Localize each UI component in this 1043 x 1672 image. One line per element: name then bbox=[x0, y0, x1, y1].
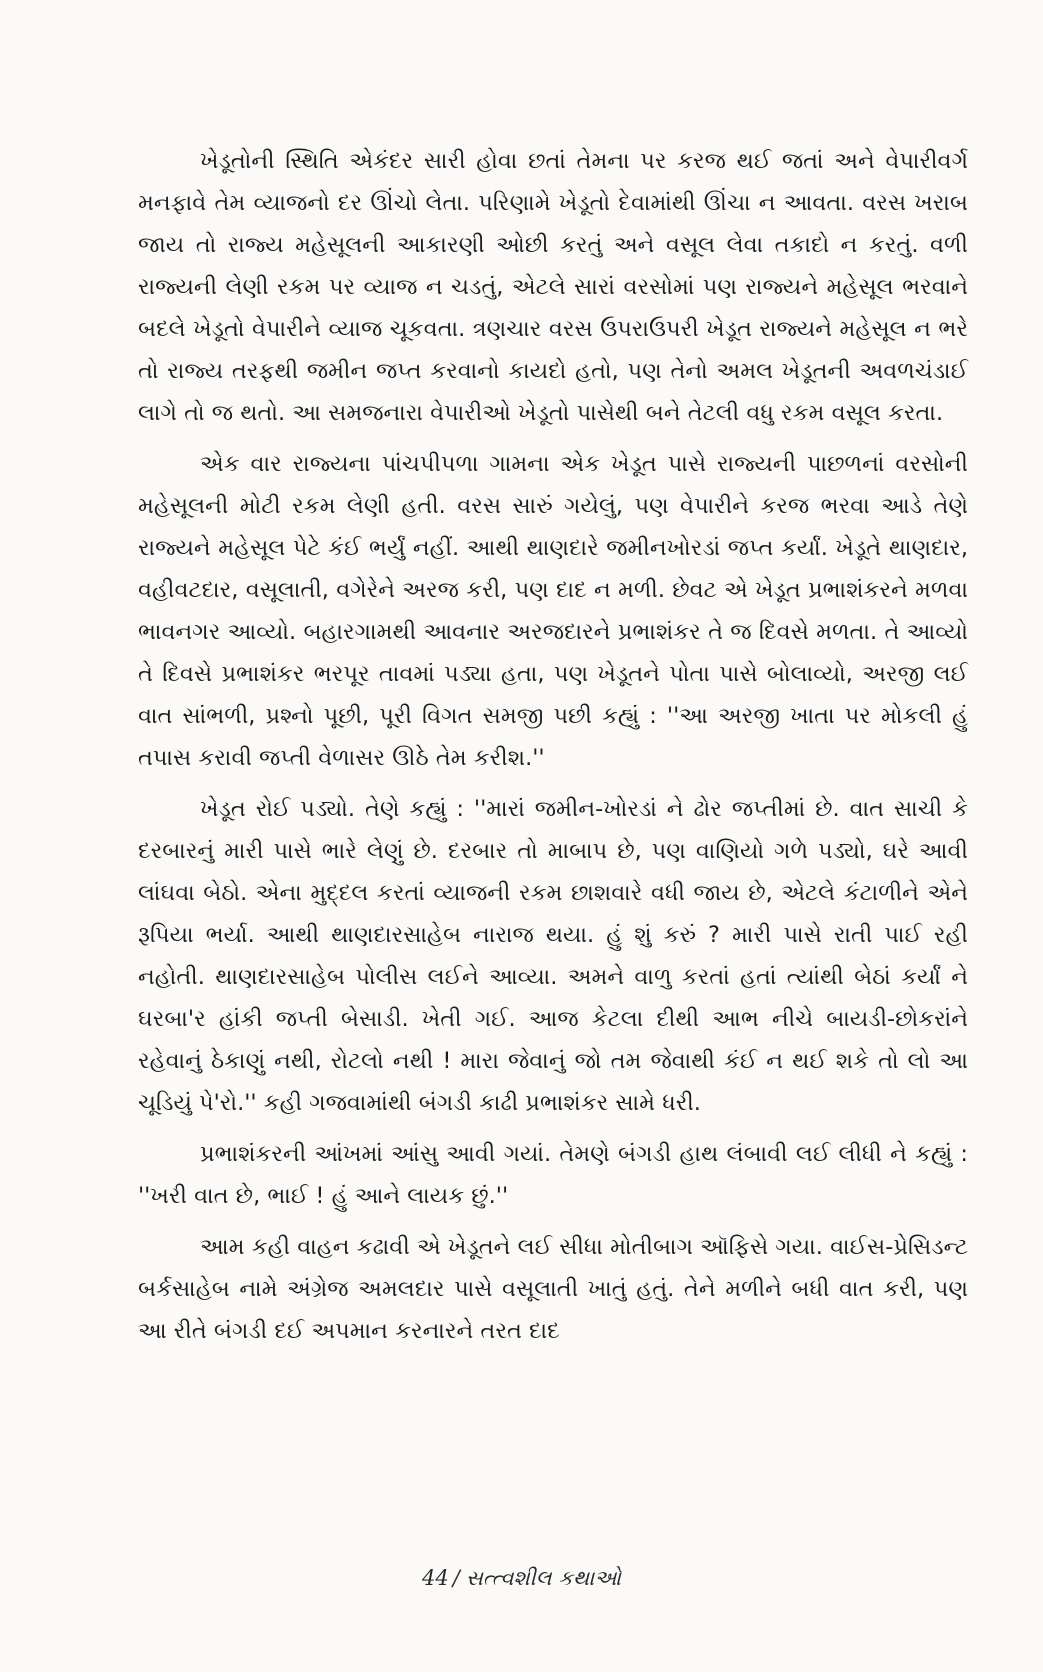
page-number: 44 bbox=[422, 1566, 449, 1590]
paragraph-5: આમ કહી વાહન કઢાવી એ ખેડૂતને લઈ સીધા મોતીબાગ ઑફિસે ગયા. વાઈસ-પ્રેસિડન્ટ બર્કસાહેબ નામે અંગ્રેજ અમલદાર પાસે વસૂલાતી ખાતું હતું. તેને મળીને બધી વાત કરી, પણ આ રીતે બંગડી દઈ અપમાન કરનારને તરત દાદ bbox=[138, 1234, 968, 1344]
footer-separator: / bbox=[452, 1566, 460, 1590]
body-text bbox=[138, 140, 968, 1352]
paragraph-4: પ્રભાશંકરની આંખમાં આંસુ આવી ગયાં. તેમણે બંગડી હાથ લંબાવી લઈ લીધી ને કહ્યું : ''ખરી વાત છે, ભાઈ ! હું આને લાયક છું.'' bbox=[138, 1141, 968, 1209]
paragraph-1: ખેડૂતોની સ્થિતિ એકંદર સારી હોવા છતાં તેમના પર કરજ થઈ જતાં અને વેપારીવર્ગ મનફાવે તેમ વ્યાજનો દર ઊંચો લેતા. પરિણામે ખેડૂતો દેવામાંથી ઊંચા ન આવતા. વરસ ખરાબ જાય તો રાજ્ય મહેસૂલની આકારણી ઓછી કરતું અને વસૂલ લેવા તકાદો ન કરતું. વળી રાજ્યની લેણી રકમ પર વ્યાજ ન ચડતું, એટલે સારાં વરસોમાં પણ રાજ્યને મહેસૂલ ભરવાને બદલે ખેડૂતો વેપારીને વ્યાજ ચૂકવતા. ત્રણચાર વરસ ઉપરાઉપરી ખેડૂત રાજ્યને મહેસૂલ ન ભરે તો રાજ્ય તરફથી જમીન જપ્ત કરવાનો કાયદો હતો, પણ તેનો અમલ ખેડૂતની અવળચંડાઈ લાગે તો જ થતો. આ સમજનારા વેપારીઓ ખેડૂતો પાસેથી બને તેટલી વધુ રકમ વસૂલ કરતા. bbox=[138, 148, 968, 426]
book-title: સત્ત્વશીલ કથાઓ bbox=[465, 1566, 621, 1590]
paragraph-3: ખેડૂત રોઈ પડ્યો. તેણે કહ્યું : ''મારાં જમીન-ખોરડાં ને ઢોર જપ્તીમાં છે. વાત સાચી કે દરબારનું મારી પાસે ભારે લેણું છે. દરબાર તો માબાપ છે, પણ વાણિયો ગળે પડ્યો, ઘરે આવી લાંઘવા બેઠો. એના મુદ્દલ કરતાં વ્યાજની રકમ છાશવારે વધી જાય છે, એટલે કંટાળીને એને રૂપિયા ભર્યા. આથી થાણદારસાહેબ નારાજ થયા. હું શું કરું ? મારી પાસે રાતી પાઈ રહી નહોતી. થાણદારસાહેબ પોલીસ લઈને આવ્યા. અમને વાળુ કરતાં હતાં ત્યાંથી બેઠાં કર્યાં ને ઘરબા'ર હાંકી જપ્તી બેસાડી. ખેતી ગઈ. આજ કેટલા દીથી આભ નીચે બાયડી-છોકરાંને રહેવાનું ઠેકાણું નથી, રોટલો નથી ! મારા જેવાનું જો તમ જેવાથી કંઈ ન થઈ શકે તો લો આ ચૂડિયું પે'રો.'' કહી ગજવામાંથી બંગડી કાઢી પ્રભાશંકર સામે ધરી. bbox=[138, 796, 968, 1116]
page-footer bbox=[0, 1566, 1043, 1591]
paragraph-2: એક વાર રાજ્યના પાંચપીપળા ગામના એક ખેડૂત પાસે રાજ્યની પાછળનાં વરસોની મહેસૂલની મોટી રકમ લેણી હતી. વરસ સારું ગયેલું, પણ વેપારીને કરજ ભરવા આડે તેણે રાજ્યને મહેસૂલ પેટે કંઈ ભર્યું નહીં. આથી થાણદારે જમીનખોરડાં જપ્ત કર્યાં. ખેડૂતે થાણદાર, વહીવટદાર, વસૂલાતી, વગેરેને અરજ કરી, પણ દાદ ન મળી. છેવટ એ ખેડૂત પ્રભાશંકરને મળવા ભાવનગર આવ્યો. બહારગામથી આવનાર અરજદારને પ્રભાશંકર તે જ દિવસે મળતા. તે આવ્યો તે દિવસે પ્રભાશંકર ભરપૂર તાવમાં પડ્યા હતા, પણ ખેડૂતને પોતા પાસે બોલાવ્યો, અરજી લઈ વાત સાંભળી, પ્રશ્નો પૂછી, પૂરી વિગત સમજી પછી કહ્યું : ''આ અરજી ખાતા પર મોકલી હું તપાસ કરાવી જપ્તી વેળાસર ઊઠે તેમ કરીશ.'' bbox=[138, 451, 969, 771]
